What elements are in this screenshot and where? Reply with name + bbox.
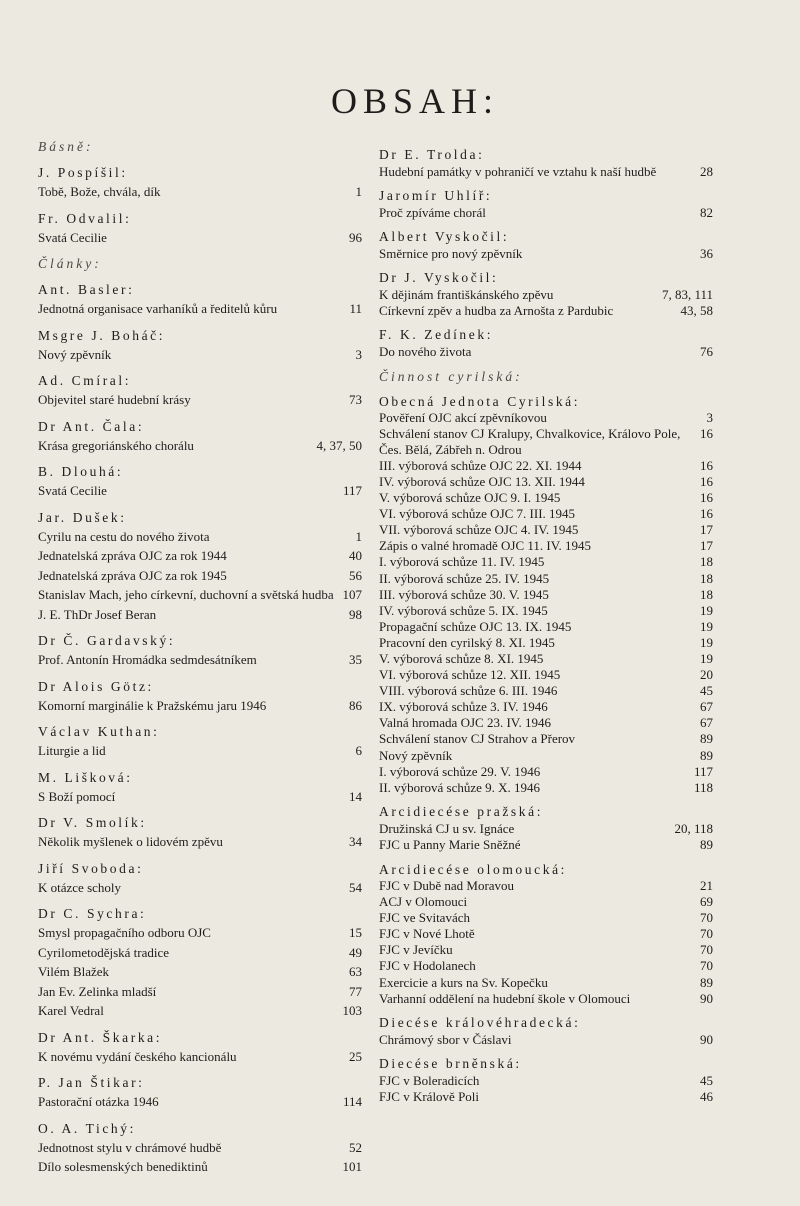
entry-title: I. výborová schůze 29. V. 1946: [379, 763, 541, 779]
entry-page: 49: [349, 944, 362, 960]
toc-section: [38, 860, 362, 897]
entry-title: Jednotná organisace varhaníků a ředitelů kůru: [38, 301, 278, 316]
author-heading: Dr C. Sychra:: [38, 906, 147, 921]
entry-title: Do nového života: [379, 343, 472, 359]
toc-entry: [379, 699, 713, 715]
entry-page: 19: [700, 618, 713, 634]
entry-title: Valná hromada OJC 23. IV. 1946: [379, 715, 551, 731]
toc-section: [379, 146, 713, 179]
entry-page: 25: [349, 1048, 362, 1064]
category-heading: Činnost cyrilská:: [379, 368, 523, 384]
toc-entry: [379, 780, 713, 796]
toc-entry: [379, 837, 713, 853]
toc-entry: [379, 1089, 713, 1105]
toc-entry: [38, 483, 362, 500]
toc-entry: [379, 205, 713, 221]
toc-entry: [379, 458, 713, 474]
toc-section: [379, 861, 713, 1007]
author-heading: Dr V. Smolík:: [38, 815, 147, 830]
toc-entry: [379, 303, 713, 319]
toc-entry: [379, 474, 713, 490]
toc-entry: [379, 1032, 713, 1048]
entry-title: Stanislav Mach, jeho církevní, duchovní a světská hudba: [38, 587, 334, 602]
toc-entry: [38, 301, 362, 318]
category-heading: Básně:: [38, 139, 94, 154]
toc-section: [38, 905, 362, 1020]
entry-title: Zápis o valné hromadě OJC 11. IV. 1945: [379, 538, 591, 554]
toc-entry: [379, 1073, 713, 1089]
toc-entry: [38, 834, 362, 851]
toc-entry: [38, 945, 362, 962]
toc-entry: [379, 958, 713, 974]
toc-entry: [379, 164, 713, 180]
entry-title: S Boží pomocí: [38, 788, 116, 804]
toc-section: [38, 138, 362, 155]
entry-title: Jednatelská zpráva OJC za rok 1944: [38, 548, 227, 563]
entry-page: 3: [355, 346, 362, 362]
entry-page: 17: [700, 522, 713, 538]
toc-entry: [379, 748, 713, 764]
toc-entry: [379, 554, 713, 570]
toc-entry: [379, 246, 713, 262]
entry-page: 35: [349, 652, 362, 667]
entry-title: Chrámový sbor v Čáslavi: [379, 1031, 512, 1047]
entry-title: Cyrilu na cestu do nového života: [38, 528, 210, 544]
entry-page: 54: [349, 879, 362, 895]
entry-page: 16: [700, 426, 713, 442]
author-heading: Jar. Dušek:: [38, 509, 127, 525]
entry-title: III. výborová schůze 30. V. 1945: [379, 586, 549, 602]
entry-page: 40: [349, 548, 362, 563]
toc-entry: [38, 1094, 362, 1111]
entry-title: FJC u Panny Marie Sněžné: [379, 836, 521, 852]
category-heading: Články:: [38, 256, 102, 271]
toc-entry: [379, 522, 713, 538]
author-heading: Diecése brněnská:: [379, 1056, 522, 1072]
entry-page: 14: [349, 788, 362, 804]
entry-page: 77: [349, 983, 362, 999]
entry-title: V. výborová schůze OJC 9. I. 1945: [379, 490, 561, 506]
toc-section: [379, 228, 713, 261]
left-column: [38, 138, 362, 1176]
entry-title: FJC v Nové Lhotě: [379, 926, 475, 942]
entry-page: 86: [349, 697, 362, 713]
toc-entry: [379, 975, 713, 991]
toc-entry: [38, 1140, 362, 1157]
entry-page: 21: [700, 878, 713, 893]
entry-page: 89: [700, 974, 713, 990]
entry-title: Schválení stanov CJ Kralupy, Chvalkovice, Královo Pole, Čes. Bělá, Zábřeh n. Odrou: [379, 426, 681, 457]
entry-page: 70: [700, 926, 713, 942]
entry-page: 52: [349, 1139, 362, 1155]
toc-entry: [379, 410, 713, 426]
entry-title: Schválení stanov CJ Strahov a Přerov: [379, 731, 576, 747]
entry-page: 89: [700, 747, 713, 763]
toc-section: [38, 210, 362, 247]
author-heading: O. A. Tichý:: [38, 1120, 136, 1136]
entry-title: VI. výborová schůze OJC 7. III. 1945: [379, 506, 576, 522]
toc-entry: [38, 1159, 362, 1176]
entry-title: II. výborová schůze 25. IV. 1945: [379, 570, 550, 586]
entry-page: 67: [700, 699, 713, 715]
author-heading: Dr Č. Gardavský:: [38, 633, 176, 648]
entry-title: Vilém Blažek: [38, 964, 110, 979]
author-heading: Václav Kuthan:: [38, 724, 160, 739]
entry-title: FJC v Jevíčku: [379, 942, 453, 958]
entry-page: 70: [700, 958, 713, 974]
entry-title: Nový zpěvník: [379, 747, 453, 763]
entry-title: J. E. ThDr Josef Beran: [38, 606, 157, 622]
entry-page: 90: [700, 990, 713, 1006]
toc-entry: [379, 426, 713, 457]
author-heading: Dr Ant. Čala:: [38, 418, 145, 434]
entry-title: Směrnice pro nový zpěvník: [379, 245, 523, 261]
entry-title: Jednatelská zpráva OJC za rok 1945: [38, 567, 227, 583]
toc-section: [379, 368, 713, 385]
toc-entry: [38, 184, 362, 201]
entry-page: 17: [700, 538, 713, 554]
author-heading: Arcidiecése olomoucká:: [379, 861, 568, 877]
author-heading: Dr Ant. Škarka:: [38, 1029, 163, 1045]
entry-page: 16: [700, 490, 713, 506]
entry-title: Pověření OJC akcí zpěvníkovou: [379, 410, 547, 426]
toc-section: [38, 327, 362, 364]
entry-title: Tobě, Bože, chvála, dík: [38, 184, 161, 199]
entry-page: 16: [700, 506, 713, 522]
author-heading: B. Dlouhá:: [38, 464, 124, 479]
entry-page: 28: [700, 163, 713, 179]
toc-entry: [38, 880, 362, 897]
toc-entry: [379, 683, 713, 699]
entry-title: III. výborová schůze OJC 22. XI. 1944: [379, 457, 582, 473]
toc-section: [38, 164, 362, 201]
entry-page: 6: [355, 743, 362, 758]
author-heading: Ant. Basler:: [38, 282, 135, 297]
author-heading: Ad. Cmíral:: [38, 373, 132, 388]
entry-page: 89: [700, 836, 713, 852]
entry-title: Prof. Antonín Hromádka sedmdesátníkem: [38, 652, 257, 667]
toc-entry: [38, 607, 362, 624]
author-heading: J. Pospíšil:: [38, 165, 128, 180]
entry-title: IV. výborová schůze 5. IX. 1945: [379, 602, 548, 618]
entry-page: 1: [355, 528, 362, 544]
entry-title: V. výborová schůze 8. XI. 1945: [379, 650, 544, 666]
author-heading: Jaromír Uhlíř:: [379, 188, 493, 204]
entry-title: Církevní zpěv a hudba za Arnošta z Pardubic: [379, 302, 614, 318]
toc-entry: [379, 821, 713, 837]
entry-page: 4, 37, 50: [316, 437, 362, 453]
author-heading: Jiří Svoboda:: [38, 860, 144, 876]
entry-title: Nový zpěvník: [38, 346, 112, 362]
toc-entry: [38, 568, 362, 585]
entry-page: 34: [349, 834, 362, 849]
entry-page: 89: [700, 731, 713, 747]
toc-entry: [379, 619, 713, 635]
toc-entry: [379, 538, 713, 554]
entry-title: Karel Vedral: [38, 1003, 104, 1018]
toc-section: [379, 269, 713, 318]
entry-page: 45: [700, 683, 713, 699]
entry-page: 20: [700, 667, 713, 683]
author-heading: M. Lišková:: [38, 769, 133, 785]
entry-page: 16: [700, 457, 713, 473]
toc-section: [38, 1029, 362, 1066]
toc-entry: [38, 587, 362, 604]
toc-entry: [379, 910, 713, 926]
toc-entry: [38, 1049, 362, 1066]
entry-page: 1: [355, 184, 362, 199]
entry-page: 18: [700, 554, 713, 570]
entry-page: 19: [700, 650, 713, 666]
entry-title: Proč zpíváme chorál: [379, 204, 486, 220]
entry-title: I. výborová schůze 11. IV. 1945: [379, 554, 545, 570]
toc-entry: [379, 603, 713, 619]
entry-title: FJC v Králově Poli: [379, 1088, 480, 1104]
entry-page: 46: [700, 1088, 713, 1104]
author-heading: Dr Alois Götz:: [38, 678, 154, 694]
entry-title: FJC ve Svitavách: [379, 910, 470, 926]
entry-page: 117: [693, 763, 713, 779]
toc-entry: [379, 942, 713, 958]
author-heading: Arcidiecése pražská:: [379, 804, 544, 820]
entry-page: 20, 118: [674, 820, 713, 836]
entry-page: 107: [342, 587, 362, 602]
toc-entry: [38, 548, 362, 565]
page-title: OBSAH:: [330, 81, 500, 121]
entry-title: FJC v Hodolanech: [379, 958, 476, 974]
entry-page: 98: [349, 606, 362, 622]
author-heading: Fr. Odvalil:: [38, 210, 132, 226]
toc-section: [38, 509, 362, 624]
toc-section: [379, 1014, 713, 1047]
toc-entry: [38, 984, 362, 1001]
entry-title: II. výborová schůze 9. X. 1946: [379, 779, 541, 795]
author-heading: Dr E. Trolda:: [379, 147, 485, 162]
entry-title: Pastorační otázka 1946: [38, 1094, 159, 1109]
entry-title: VIII. výborová schůze 6. III. 1946: [379, 683, 558, 699]
entry-title: VI. výborová schůze 12. XII. 1945: [379, 667, 561, 683]
entry-page: 56: [349, 567, 362, 583]
entry-page: 7, 83, 111: [661, 286, 713, 302]
toc-entry: [379, 506, 713, 522]
toc-section: [379, 803, 713, 852]
toc-section: [379, 393, 713, 796]
entry-title: Komorní marginálie k Pražskému jaru 1946: [38, 697, 267, 713]
entry-title: Krása gregoriánského chorálu: [38, 437, 194, 453]
entry-title: K otázce scholy: [38, 879, 122, 895]
entry-page: 67: [700, 715, 713, 731]
entry-page: 18: [700, 570, 713, 586]
toc-entry: [379, 490, 713, 506]
toc-section: [38, 372, 362, 409]
entry-page: 103: [342, 1003, 362, 1018]
toc-entry: [379, 667, 713, 683]
entry-title: Několik myšlenek o lidovém zpěvu: [38, 834, 223, 849]
toc-section: [38, 632, 362, 669]
entry-title: K dějinám františkánského zpěvu: [379, 286, 554, 302]
toc-section: [379, 1055, 713, 1104]
entry-page: 118: [693, 779, 713, 795]
author-heading: Dr J. Vyskočil:: [379, 270, 499, 286]
toc-section: [38, 418, 362, 455]
toc-section: [38, 281, 362, 318]
entry-page: 82: [700, 204, 713, 220]
toc-section: [38, 1120, 362, 1176]
toc-entry: [379, 287, 713, 303]
entry-title: FJC v Boleradicích: [379, 1072, 480, 1088]
entry-page: 18: [700, 586, 713, 602]
entry-title: Hudební památky v pohraničí ve vztahu k naší hudbě: [379, 163, 657, 179]
toc-section: [379, 326, 713, 359]
toc-entry: [379, 894, 713, 910]
entry-title: Varhanní oddělení na hudební škole v Olomouci: [379, 990, 631, 1006]
entry-title: ACJ v Olomouci: [379, 894, 468, 910]
entry-title: Dílo solesmenských benediktinů: [38, 1159, 208, 1174]
entry-page: 70: [700, 910, 713, 926]
author-heading: P. Jan Štikar:: [38, 1075, 145, 1090]
entry-title: Exercicie a kurs na Sv. Kopečku: [379, 974, 548, 990]
toc-section: [379, 187, 713, 220]
toc-entry: [38, 652, 362, 669]
entry-title: IX. výborová schůze 3. IV. 1946: [379, 699, 548, 715]
entry-title: Družinská CJ u sv. Ignáce: [379, 820, 515, 836]
toc-entry: [379, 764, 713, 780]
right-column: [379, 138, 713, 1105]
entry-page: 19: [700, 634, 713, 650]
entry-page: 16: [700, 473, 713, 489]
toc-entry: [38, 529, 362, 546]
toc-entry: [38, 438, 362, 455]
author-heading: Albert Vyskočil:: [379, 229, 510, 245]
toc-entry: [379, 991, 713, 1007]
author-heading: Diecése královéhradecká:: [379, 1015, 581, 1031]
toc-entry: [38, 1003, 362, 1020]
entry-page: 43, 58: [680, 302, 713, 318]
toc-section: [38, 678, 362, 715]
toc-section: [38, 769, 362, 806]
entry-page: 70: [700, 942, 713, 958]
entry-title: Propagační schůze OJC 13. IX. 1945: [379, 618, 572, 634]
entry-title: Liturgie a lid: [38, 743, 106, 758]
toc-entry: [379, 587, 713, 603]
entry-title: K novému vydání českého kancionálu: [38, 1048, 237, 1064]
toc-section: [38, 723, 362, 760]
entry-title: Jednotnost stylu v chrámové hudbě: [38, 1139, 222, 1155]
toc-entry: [379, 344, 713, 360]
entry-title: Jan Ev. Zelinka mladší: [38, 983, 157, 999]
entry-title: VII. výborová schůze OJC 4. IV. 1945: [379, 522, 579, 538]
entry-title: Svatá Cecilie: [38, 229, 107, 245]
entry-title: FJC v Dubě nad Moravou: [379, 878, 515, 893]
entry-page: 15: [349, 925, 362, 940]
entry-page: 11: [349, 301, 362, 316]
entry-title: Objevitel staré hudební krásy: [38, 392, 191, 407]
author-heading: Msgre J. Boháč:: [38, 327, 166, 343]
entry-page: 36: [700, 245, 713, 261]
entry-page: 19: [700, 602, 713, 618]
entry-page: 117: [342, 483, 362, 498]
toc-section: [38, 814, 362, 851]
toc-entry: [379, 571, 713, 587]
toc-entry: [379, 731, 713, 747]
toc-entry: [38, 789, 362, 806]
entry-page: 114: [342, 1094, 362, 1109]
entry-page: 3: [706, 410, 713, 426]
entry-page: 69: [700, 894, 713, 910]
entry-page: 73: [349, 392, 362, 407]
entry-page: 96: [349, 229, 362, 245]
toc-entry: [38, 392, 362, 409]
toc-entry: [379, 635, 713, 651]
toc-entry: [379, 878, 713, 894]
toc-section: [38, 255, 362, 272]
toc-section: [38, 463, 362, 500]
toc-section: [38, 1074, 362, 1111]
toc-entry: [38, 230, 362, 247]
toc-entry: [379, 926, 713, 942]
entry-title: Cyrilometodějská tradice: [38, 944, 170, 960]
toc-entry: [379, 651, 713, 667]
entry-page: 76: [700, 343, 713, 359]
entry-title: IV. výborová schůze OJC 13. XII. 1944: [379, 473, 585, 489]
entry-title: Smysl propagačního odboru OJC: [38, 925, 211, 940]
toc-entry: [38, 964, 362, 981]
author-heading: F. K. Zedínek:: [379, 327, 494, 343]
toc-entry: [38, 698, 362, 715]
entry-title: Pracovní den cyrilský 8. XI. 1945: [379, 634, 555, 650]
toc-entry: [38, 743, 362, 760]
toc-entry: [38, 347, 362, 364]
entry-page: 101: [342, 1159, 362, 1174]
entry-page: 63: [349, 964, 362, 979]
toc-entry: [379, 715, 713, 731]
toc-entry: [38, 925, 362, 942]
entry-page: 45: [700, 1072, 713, 1088]
entry-page: 90: [700, 1031, 713, 1047]
author-heading: Obecná Jednota Cyrilská:: [379, 393, 581, 409]
entry-title: Svatá Cecilie: [38, 483, 107, 498]
